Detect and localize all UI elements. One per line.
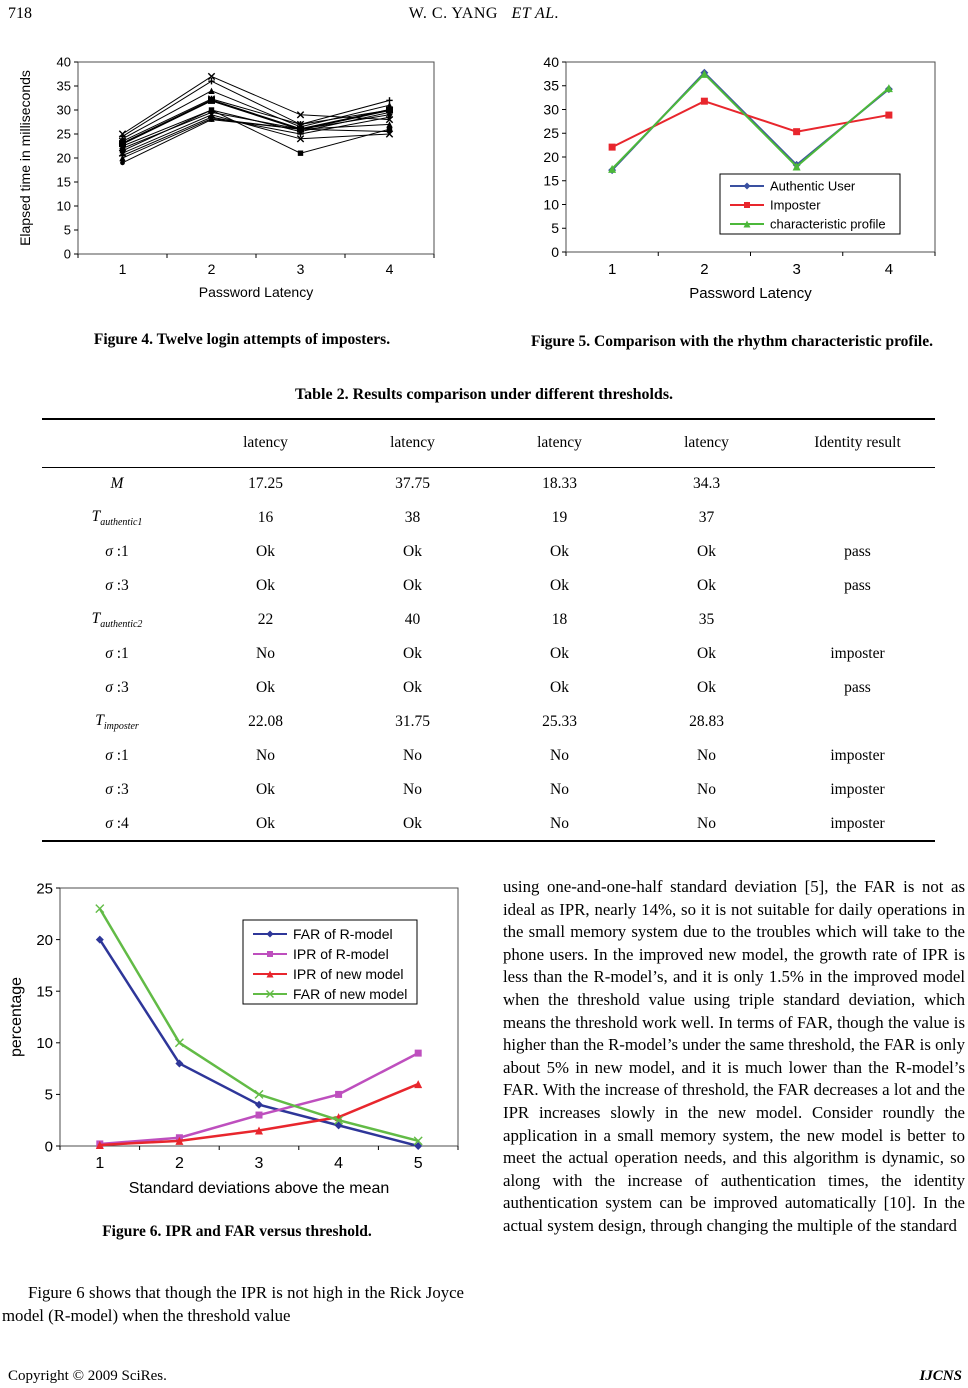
svg-text:4: 4 [884, 261, 894, 278]
figure4-caption: Figure 4. Twelve login attempts of imposters. [93, 331, 391, 348]
svg-text:10: 10 [56, 198, 71, 214]
table-cell: Ok [403, 814, 422, 832]
svg-text:4: 4 [385, 261, 394, 277]
svg-text:1: 1 [607, 261, 617, 278]
table-cell: Ok [550, 577, 569, 594]
svg-text:25: 25 [36, 880, 53, 898]
row-label: σ :3 [105, 781, 129, 798]
svg-text:2: 2 [700, 261, 709, 278]
svg-text:35: 35 [56, 78, 71, 94]
table-row [42, 773, 935, 807]
table-cell: Ok [256, 543, 275, 560]
table-cell: Ok [697, 645, 716, 662]
table-cell: Ok [550, 645, 569, 662]
svg-text:Authentic User: Authentic User [770, 178, 856, 194]
svg-text:15: 15 [56, 174, 71, 190]
svg-text:characteristic profile: characteristic profile [770, 216, 886, 232]
table-cell: Ok [256, 781, 275, 798]
table-header-row [42, 419, 935, 467]
table-cell: 19 [551, 509, 568, 526]
table-cell: Ok [256, 814, 275, 832]
svg-text:FAR of new model: FAR of new model [293, 985, 408, 1002]
figure6-block [8, 874, 466, 1241]
svg-text:IPR of new model: IPR of new model [293, 965, 404, 982]
svg-text:IPR of R-model: IPR of R-model [293, 945, 389, 962]
row-label: $T_{authentic2}$ [91, 609, 143, 631]
table-cell: No [256, 645, 275, 662]
svg-text:Standard deviations above the: Standard deviations above the mean [128, 1180, 390, 1197]
table-column-header: latency [390, 434, 435, 452]
table-cell: pass [844, 679, 871, 696]
row-label: σ :1 [105, 543, 129, 560]
table-cell: No [403, 781, 422, 798]
svg-text:3: 3 [792, 261, 801, 278]
svg-text:30: 30 [543, 101, 559, 118]
table-cell: Ok [697, 577, 716, 594]
running-title-etal: ET AL. [511, 5, 560, 22]
table-column-header [42, 419, 192, 467]
svg-text:Imposter: Imposter [770, 197, 821, 213]
svg-text:Elapsed time in milliseconds: Elapsed time in milliseconds [17, 70, 33, 246]
svg-text:2: 2 [174, 1155, 184, 1172]
figure5-block [498, 52, 966, 351]
table-row [42, 705, 935, 739]
figure5-chart [498, 52, 966, 306]
svg-text:25: 25 [56, 126, 71, 142]
svg-text:5: 5 [413, 1155, 423, 1172]
figure4-block [14, 52, 470, 349]
table-cell: 22 [257, 611, 274, 628]
table-row [42, 603, 935, 637]
table-row [42, 569, 935, 603]
table-row [42, 739, 935, 773]
right-column-paragraph: using one-and-one-half standard deviation [5], the FAR is not as ideal as IPR, nearly 14%, so it is not suitable for daily operations in the small memory system due to the troubles which will take to the phone users. In the improved new model, the growth rate of IPR is less than the R-model’s, and it is only 1.5% in the improved model when the threshold value using triple standard deviation, which means the threshold work well. In terms of FAR, though the value is higher than the R-model’s under the same threshold, the FAR is only about 5% in new model, and it is much lower than the R-model’s FAR. With the increase of threshold, the FAR decreases a lot and the IPR increases slowly in the new model. Consider roundly the application in a small memory system, the new model is better to meet the actual operation needs, and this algorithm is dynamic, so along with the increase of authentication times, the identity authentication system can be improved automatically [10]. In the actual system design, through changing the multiple of the standard [503, 877, 965, 1235]
table-cell: No [550, 747, 569, 764]
row-label: σ :1 [105, 747, 129, 764]
svg-text:5: 5 [44, 1086, 53, 1104]
svg-text:35: 35 [543, 77, 559, 94]
svg-text:3: 3 [296, 261, 305, 277]
svg-text:5: 5 [63, 222, 71, 238]
table2-title: Table 2. Results comparison under different thresholds. [294, 386, 674, 403]
svg-text:1: 1 [95, 1155, 105, 1172]
table-cell: 40 [404, 611, 421, 628]
svg-text:3: 3 [254, 1155, 264, 1172]
table-cell: 25.33 [542, 713, 577, 730]
svg-text:1: 1 [118, 261, 127, 277]
table-cell: No [697, 814, 716, 832]
svg-text:15: 15 [543, 172, 559, 189]
row-label: σ :3 [105, 679, 129, 696]
table-cell: Ok [403, 543, 422, 560]
table-cell: No [256, 747, 275, 764]
svg-text:40: 40 [543, 53, 559, 70]
table-column-header: latency [243, 434, 288, 452]
svg-text:30: 30 [56, 102, 71, 118]
table-cell: Ok [403, 645, 422, 662]
svg-text:20: 20 [56, 150, 71, 166]
table-cell: 35 [698, 611, 715, 628]
table-cell: Ok [403, 679, 422, 696]
running-title-authors: W. C. YANG [408, 5, 498, 22]
table-cell: 31.75 [395, 713, 430, 730]
running-title [0, 5, 968, 23]
figure6-caption: Figure 6. IPR and FAR versus threshold. [102, 1223, 372, 1240]
table-cell: pass [844, 577, 871, 594]
table-cell: 22.08 [248, 713, 283, 730]
table-row [42, 535, 935, 569]
row-label: σ :3 [105, 577, 129, 594]
svg-text:10: 10 [543, 196, 559, 213]
table-row [42, 807, 935, 841]
svg-text:25: 25 [543, 125, 559, 142]
row-label: σ :4 [105, 814, 129, 832]
table-cell: Ok [403, 577, 422, 594]
table-column-header: Identity result [814, 434, 901, 452]
svg-text:0: 0 [63, 246, 71, 262]
table-cell: No [697, 781, 716, 798]
footer-journal-name: IJCNS [919, 1368, 962, 1384]
table-cell: 28.83 [689, 713, 724, 730]
svg-text:2: 2 [207, 261, 216, 277]
table-cell: Ok [697, 679, 716, 696]
results-table [42, 418, 935, 842]
svg-text:0: 0 [44, 1138, 53, 1156]
table-cell: 17.25 [248, 475, 283, 493]
table-cell: imposter [830, 645, 885, 662]
table-cell: 37.75 [395, 475, 430, 493]
table-cell: imposter [830, 747, 885, 764]
row-label: $T_{authentic1}$ [91, 507, 143, 529]
table-cell: 18.33 [542, 475, 577, 493]
svg-text:4: 4 [334, 1155, 344, 1172]
footer-copyright: Copyright © 2009 SciRes. [8, 1368, 167, 1384]
row-label: $T_{imposter}$ [95, 711, 139, 733]
table-cell: 16 [257, 509, 274, 526]
table-column-header: latency [684, 434, 729, 452]
svg-text:0: 0 [551, 243, 559, 260]
svg-text:20: 20 [543, 148, 559, 165]
table-cell: 18 [551, 611, 568, 628]
table-row [42, 637, 935, 671]
figure6-chart [8, 874, 466, 1204]
svg-text:5: 5 [551, 220, 559, 237]
svg-text:20: 20 [36, 931, 53, 949]
table-cell: Ok [256, 679, 275, 696]
table-cell: Ok [256, 577, 275, 594]
table-cell: No [550, 781, 569, 798]
table-cell: imposter [830, 814, 885, 832]
table-cell: No [550, 814, 569, 832]
svg-text:percentage: percentage [8, 976, 25, 1058]
table-cell: No [403, 747, 422, 764]
table-cell: Ok [550, 543, 569, 560]
table-cell [780, 603, 935, 637]
table-column-header: latency [537, 434, 582, 452]
table-cell: No [697, 747, 716, 764]
svg-text:15: 15 [36, 983, 53, 1001]
table-cell [780, 467, 935, 501]
table-cell: imposter [830, 781, 885, 798]
svg-text:Password Latency: Password Latency [198, 284, 314, 300]
page-number: 718 [8, 5, 32, 22]
table-cell: 34.3 [692, 475, 721, 493]
table-cell [780, 705, 935, 739]
table-cell: 38 [404, 509, 421, 526]
row-label: σ :1 [105, 645, 129, 662]
table-cell: Ok [550, 679, 569, 696]
figure5-caption: Figure 5. Comparison with the rhythm characteristic profile. [531, 333, 933, 350]
svg-text:40: 40 [56, 54, 71, 70]
table-cell [780, 501, 935, 535]
svg-text:Password Latency: Password Latency [689, 285, 812, 302]
svg-text:FAR of R-model: FAR of R-model [293, 925, 393, 942]
figure4-chart [14, 52, 470, 304]
table-row [42, 671, 935, 705]
table-row [42, 467, 935, 501]
table-cell: pass [844, 543, 871, 560]
left-column-paragraph: Figure 6 shows that though the IPR is not high in the Rick Joyce model (R-model) when the threshold value [2, 1283, 464, 1325]
table-cell: Ok [697, 543, 716, 560]
row-label: M [110, 475, 124, 493]
table-row [42, 501, 935, 535]
table-cell: 37 [698, 509, 715, 526]
svg-text:10: 10 [36, 1035, 53, 1053]
